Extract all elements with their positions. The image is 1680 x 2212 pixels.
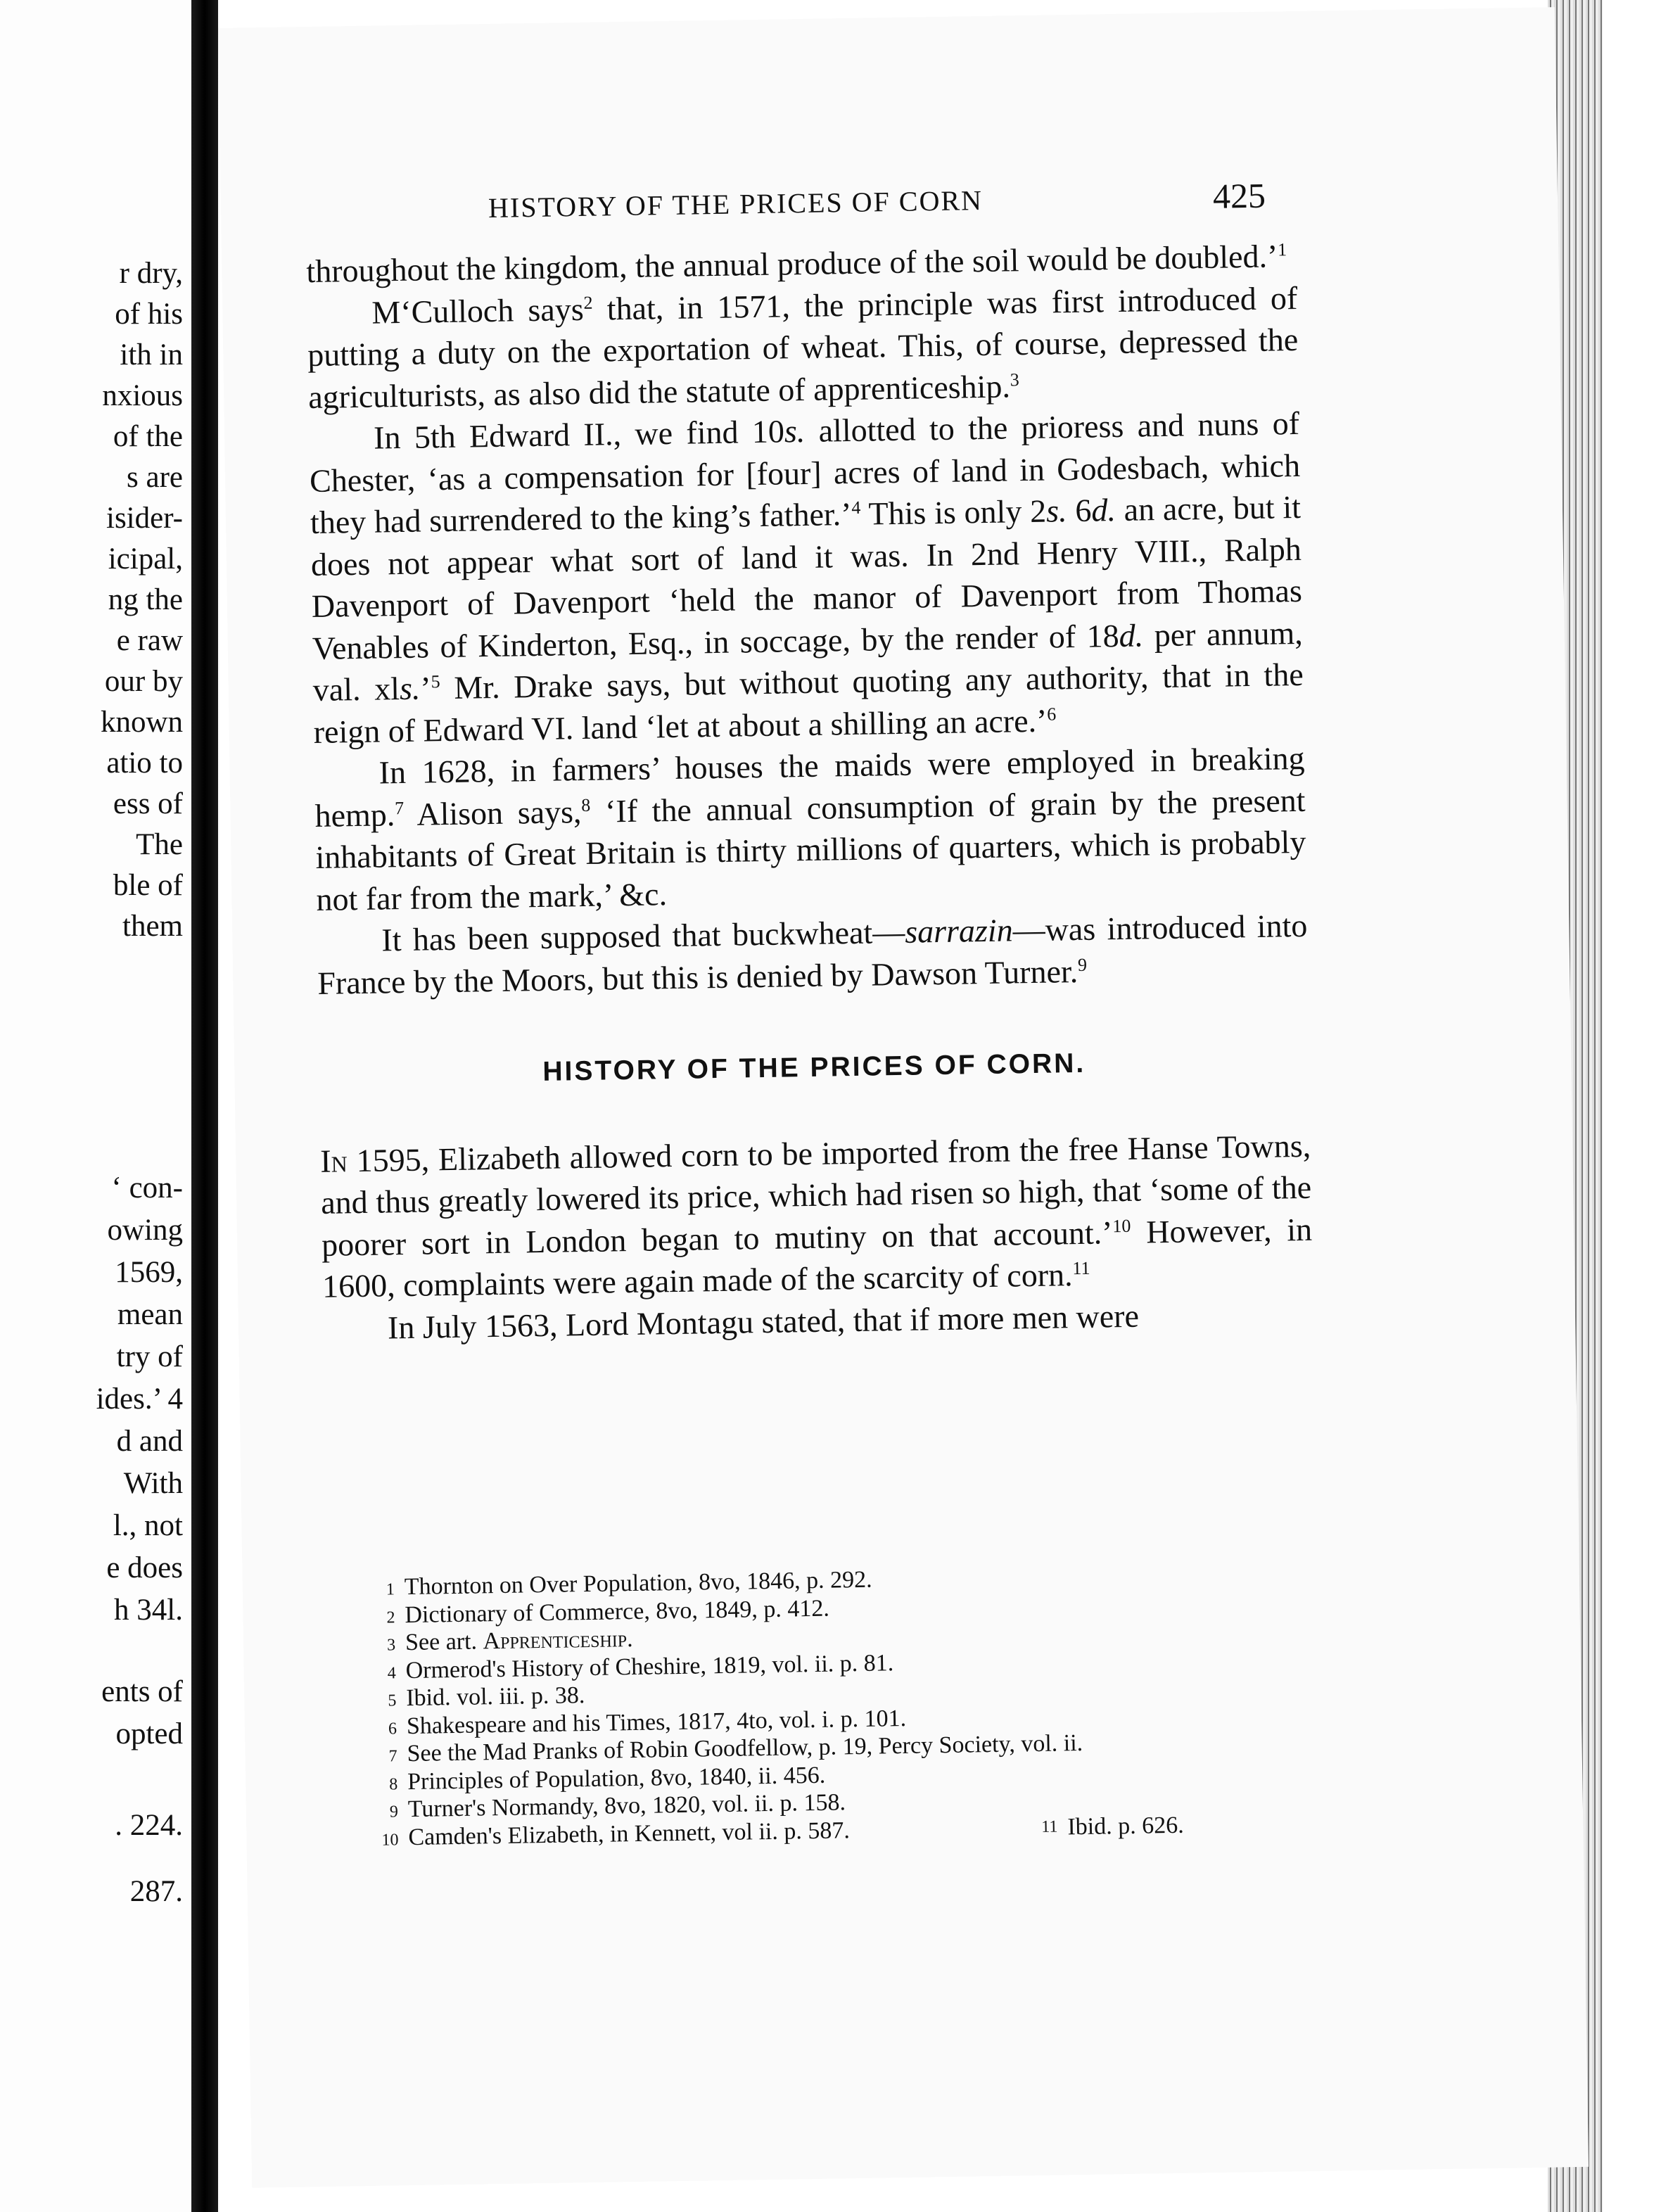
footnote: 1 Thornton on Over Population, 8vo, 1846, p. 292. [386, 1566, 872, 1601]
left-page-fragment: of his [115, 298, 183, 331]
footnote: 4 Ormerod's History of Cheshire, 1819, vol. ii. p. 81. [387, 1649, 894, 1684]
paragraph-3: In 5th Edward II., we find 10s. allotted to the prioress and nuns of Chester, ‘as a compensation for [four] acres of land in Godesbach, which they had surrendered to the king’s father.’$^4$ This is only 2s. 6d. an acre, but it does not appear what sort of land it was. In 2nd Henry VIII., Ralph Davenport of Davenport ‘held the manor of Davenport from Thomas Venables of Kinderton, Esq., in soccage, by the render of 18d. per annum, val. xls.’$^5$ Mr. Drake says, but without quoting any authority, that in the reign of Edward VI. land ‘let at about a shilling an acre.’$^6$ [309, 405, 1304, 750]
footnote-ref: 4 [851, 497, 861, 518]
left-page-fragment: ents of [101, 1675, 183, 1708]
left-page-fragment: ‘ con- [111, 1171, 183, 1204]
paragraph-7: In July 1563, Lord Montagu stated, that if more men were [387, 1297, 1140, 1345]
footnote-ref: 8 [581, 794, 591, 815]
footnote-ref: 5 [431, 671, 440, 692]
footnote-ref: 3 [1010, 369, 1019, 390]
footnote: 9 Turner's Normandy, 8vo, 1820, vol. ii. p. 158. [389, 1789, 846, 1823]
left-page-fragment: l., not [113, 1509, 183, 1542]
footnotes [369, 1558, 1358, 1852]
page-number: 425 [1212, 175, 1266, 216]
book-spine [191, 0, 218, 2212]
footnote-ref: 2 [583, 292, 593, 313]
left-page-fragment: 1569, [115, 1256, 183, 1289]
footnote-aside: 11 Ibid. p. 626. [1041, 1812, 1184, 1840]
footnote: 6 Shakespeare and his Times, 1817, 4to, vol. i. p. 101. [388, 1705, 907, 1739]
right-page [218, 7, 1589, 2187]
footnote: 3 See art. Apprenticeship. [386, 1626, 633, 1656]
left-page-fragment: ess of [113, 787, 183, 820]
left-page-fragment: ith in [120, 338, 183, 371]
left-page-fragment: s are [127, 461, 183, 494]
footnote: 10 Camden's Elizabeth, in Kennett, vol ii. p. 587. 11 Ibid. p. 626. [381, 1812, 1184, 1850]
left-page-fragment: e raw [116, 624, 183, 657]
left-page-fragment: 287. [129, 1875, 183, 1908]
left-page-fragment: With [123, 1467, 183, 1500]
paragraph-4: In 1628, in farmers’ houses the maids were employed in breaking hemp.$^7$ Alison says,$^8$ ‘If the annual consumption of grain by the present inhabitants of Great Britain is thirty millions of quarters, which is probably not far from the mark,’ &c. [314, 739, 1306, 917]
paragraph-5: It has been supposed that buckwheat—sarrazin—was introduced into France by the Moors, but this is denied by Dawson Turner.$^9$ [317, 907, 1308, 1001]
left-page-fragment: ble of [113, 869, 183, 902]
footnote: 5 Ibid. vol. iii. p. 38. [388, 1682, 585, 1712]
section-heading: HISTORY OF THE PRICES OF CORN. [542, 1048, 1086, 1087]
running-title: HISTORY OF THE PRICES OF CORN [488, 184, 984, 224]
left-page-edge [0, 0, 190, 2212]
left-page-fragment: nxious [102, 379, 183, 412]
left-page-fragment: of the [113, 420, 183, 453]
left-page-fragment: . 224. [115, 1809, 183, 1842]
left-page-fragment: isider- [106, 502, 183, 535]
left-page-fragment: try of [116, 1340, 183, 1373]
left-page-fragment: d and [116, 1425, 183, 1458]
left-page-fragment: our by [104, 665, 183, 698]
footnote-ref: 11 [1072, 1257, 1090, 1279]
left-page-fragment: h 34l. [114, 1594, 183, 1627]
paragraph-2: M‘Culloch says$^2$ that, in 1571, the principle was first introduced of putting a duty on the exportation of wheat. This, of course, depressed the agriculturists, as also did the statute of apprenticeship.$^3$ [307, 279, 1299, 415]
left-page-fragment: ng the [108, 583, 183, 616]
left-page-fragment: r dry, [119, 257, 183, 290]
left-page-fragment: The [136, 828, 183, 861]
left-page-fragment: ides.’ 4 [96, 1382, 183, 1416]
footnote-ref: 10 [1112, 1215, 1131, 1236]
left-page-fragment: atio to [106, 746, 183, 780]
body-text [306, 235, 1313, 1349]
paragraph-6: In 1595, Elizabeth allowed corn to be imported from the free Hanse Towns, and thus greatly lowered its price, which had risen so high, that ‘some of the poorer sort in London began to mutiny on that account.’$^{10}$ However, in 1600, complaints were again made of the scarcity of corn.$^{11}$ [319, 1127, 1313, 1304]
footnote-ref: 9 [1077, 954, 1088, 975]
footnote-ref: 6 [1046, 703, 1057, 725]
left-page-fragment: owing [107, 1214, 183, 1247]
footnote: 2 Dictionary of Commerce, 8vo, 1849, p. 412. [386, 1595, 830, 1628]
running-head [221, 174, 1558, 245]
footnote: 7 See the Mad Pranks of Robin Goodfellow, p. 19, Percy Society, vol. ii. [388, 1729, 1083, 1767]
paragraph-1: throughout the kingdom, the annual produce of the soil would be doubled.’$^1$ [306, 238, 1287, 290]
left-page-fragment: icipal, [108, 542, 183, 576]
footnote: 8 Principles of Population, 8vo, 1840, ii. 456. [389, 1762, 826, 1795]
left-page-fragment: them [122, 910, 183, 943]
footnote-ref: 1 [1277, 239, 1287, 260]
left-page-fragment: mean [117, 1298, 183, 1331]
left-page-fragment: known [100, 706, 183, 739]
left-page-fragment: opted [115, 1717, 183, 1750]
left-page-fragment: e does [106, 1551, 183, 1584]
footnote-ref: 7 [394, 797, 405, 818]
